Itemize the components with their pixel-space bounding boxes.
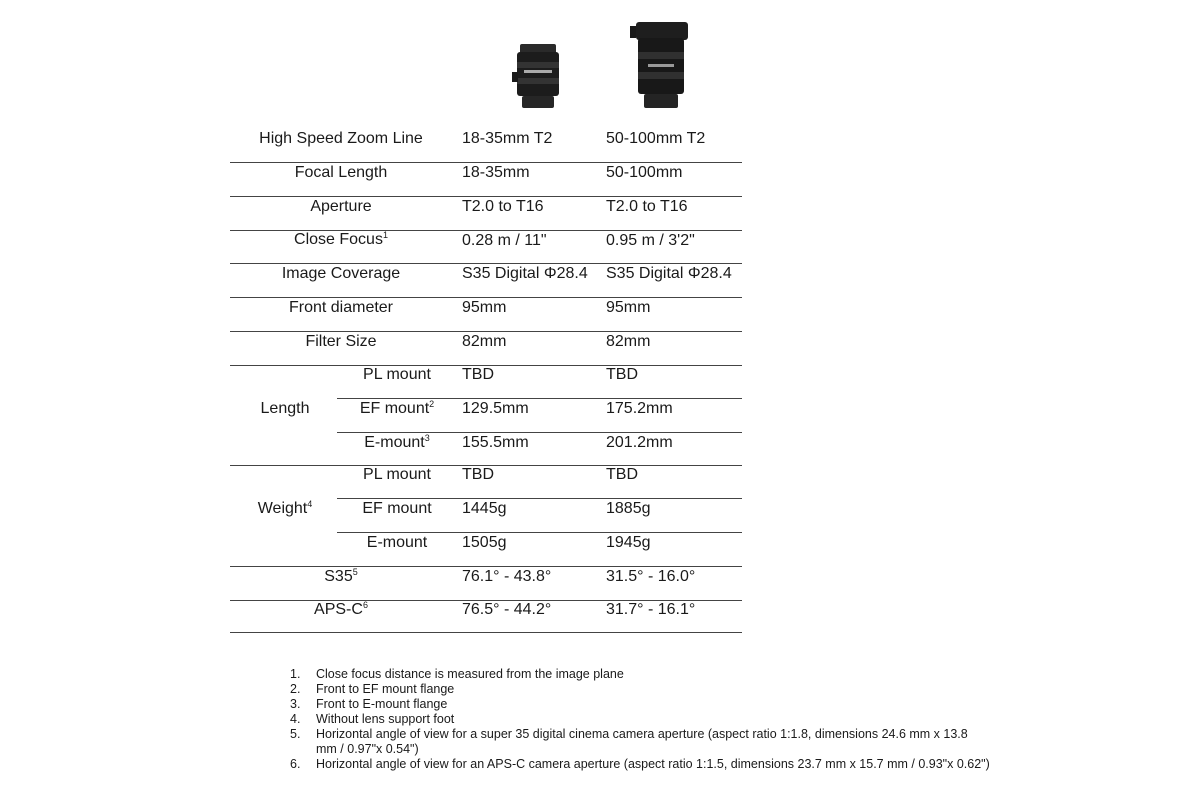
length-mount-e: E-mount$^3$ <box>364 433 430 451</box>
weight-mount-pl: PL mount <box>363 466 431 483</box>
footnote: 2. Front to EF mount flange <box>290 682 455 696</box>
row-value-b: 82mm <box>606 333 651 350</box>
footnote: 1. Close focus distance is measured from the image plane <box>290 667 624 681</box>
weight-mount-ef: EF mount <box>362 500 432 517</box>
row-value-a: S35 Digital Φ28.4 <box>462 265 588 282</box>
footnote: 3. Front to E-mount flange <box>290 697 448 711</box>
row-label-focal-length: Focal Length <box>294 164 388 181</box>
weight-value-b: TBD <box>606 466 638 483</box>
row-value-b: 95mm <box>606 299 651 316</box>
row-label-image-coverage: Image Coverage <box>281 265 401 282</box>
length-value-a: 155.5mm <box>462 434 529 451</box>
row-value-b: S35 Digital Φ28.4 <box>606 265 732 282</box>
length-value-b: TBD <box>606 366 638 383</box>
angle-value-a: 76.1° - 43.8° <box>462 568 552 585</box>
row-value-a: 18-35mm <box>462 164 530 181</box>
weight-value-b: 1885g <box>606 500 651 517</box>
row-label-close-focus: Close Focus$^1$ <box>294 230 388 248</box>
group-label-length: Length <box>260 400 310 417</box>
length-value-b: 201.2mm <box>606 434 673 451</box>
footnote: 6. Horizontal angle of view for an APS-C camera aperture (aspect ratio 1:1.5, dimensions 23.7 mm x 15.7 mm / 0.93"x 0.62") <box>290 757 990 771</box>
lens-18-35-image <box>510 42 566 112</box>
row-value-a: 82mm <box>462 333 507 350</box>
weight-value-b: 1945g <box>606 534 651 551</box>
row-value-a: 95mm <box>462 299 507 316</box>
weight-value-a: 1505g <box>462 534 507 551</box>
lens-50-100-image <box>628 20 694 112</box>
length-value-a: TBD <box>462 366 494 383</box>
angle-value-b: 31.5° - 16.0° <box>606 568 696 585</box>
header-label: High Speed Zoom Line <box>259 130 423 147</box>
row-value-b: 0.95 m / 3'2" <box>606 232 695 249</box>
angle-value-b: 31.7° - 16.1° <box>606 601 696 618</box>
row-value-a: T2.0 to T16 <box>462 198 544 215</box>
row-value-b: 50-100mm <box>606 164 683 181</box>
weight-value-a: TBD <box>462 466 494 483</box>
weight-value-a: 1445g <box>462 500 507 517</box>
group-label-weight: Weight$^4$ <box>257 499 313 517</box>
footnote: 5. Horizontal angle of view for a super 35 digital cinema camera aperture (aspect ratio 1:1.8, dimensions 24.6 mm x 13.8 mm / 0.97"x 0.54") <box>290 727 968 756</box>
row-value-b: T2.0 to T16 <box>606 198 688 215</box>
header-col-a: 18-35mm T2 <box>462 130 553 147</box>
row-value-a: 0.28 m / 11" <box>462 232 547 249</box>
length-mount-ef: EF mount$^2$ <box>359 399 435 417</box>
row-label-s35: $S35^5$ <box>324 567 358 585</box>
weight-mount-e: E-mount <box>366 534 428 551</box>
footnotes <box>290 667 990 772</box>
row-label-aperture: Aperture <box>310 198 372 215</box>
length-mount-pl: PL mount <box>363 366 431 383</box>
header-col-b: 50-100mm T2 <box>606 130 706 147</box>
length-value-a: 129.5mm <box>462 400 529 417</box>
row-label-front-diameter: Front diameter <box>288 299 394 316</box>
footnote: 4. Without lens support foot <box>290 712 455 726</box>
row-label-aps-c: APS-$C^6$ <box>314 600 368 618</box>
length-value-b: 175.2mm <box>606 400 673 417</box>
row-label-filter-size: Filter Size <box>305 333 377 350</box>
divider <box>230 632 742 633</box>
angle-value-a: 76.5° - 44.2° <box>462 601 552 618</box>
